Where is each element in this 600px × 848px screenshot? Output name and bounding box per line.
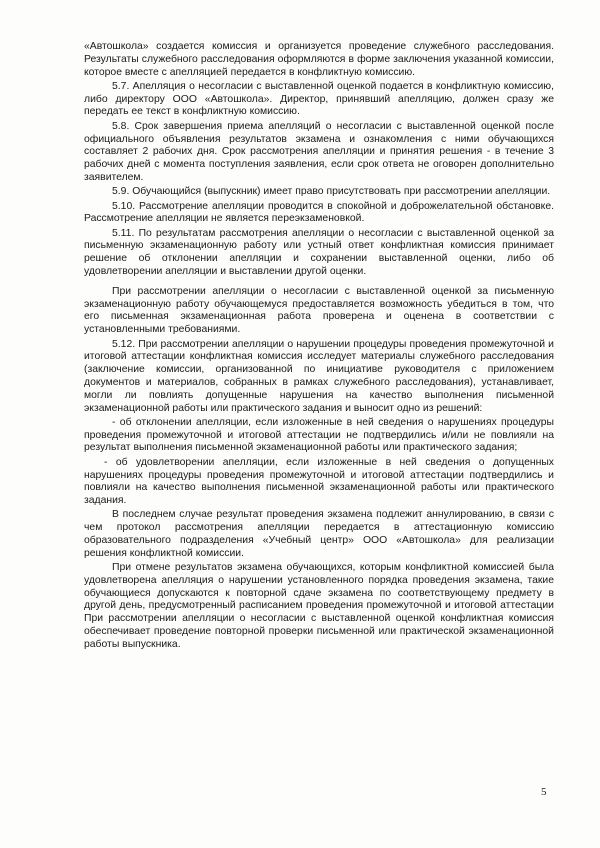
paragraph-5-10: 5.10. Рассмотрение апелляции проводится в спокойной и доброжелательной обстановке. Рассмотрение апелляции не является переэкзаменовкой. [84,200,554,225]
paragraph-decision-rejection: - об отклонении апелляции, если изложенные в ней сведения о нарушениях процедуры проведения промежуточной и итоговой аттестации не подтвердились и/или не повлияли на результат выполнения письменной экзаменационной работы или практического задания; [84,416,554,454]
document-body [84,41,554,653]
paragraph-5-11: 5.11. По результатам рассмотрения апелляции о несогласии с выставленной оценкой за письменную экзаменационную работу или устный ответ конфликтная комиссия принимает решение об отклонении апелляции и сохранении выставленной оценки, либо об удовлетворении апелляции и выставлении другой оценки. [84,227,554,278]
page-number: 5 [541,786,547,798]
paragraph-5-7: 5.7. Апелляция о несогласии с выставленной оценкой подается в конфликтную комиссию, либо директору ООО «Автошкола». Директор, принявший апелляцию, должен сразу же передать ее текст в конфликтную комиссию. [84,80,554,118]
paragraph-decision-satisfaction: - об удовлетворении апелляции, если изложенные в ней сведения о допущенных нарушениях процедуры проведения промежуточной и итоговой аттестации подтвердились и повлияли на качество выполнения письменной экзаменационной работы или практического задания. [84,456,554,507]
paragraph-5-12: 5.12. При рассмотрении апелляции о нарушении процедуры проведения промежуточной и итоговой аттестации конфликтная комиссия исследует материалы служебного расследования (заключение комиссии, организованной по инициативе руководителя с приложением документов и материалов, собранных в рамках служебного расследования), устанавливает, могли ли повлиять допущенные нарушения на качество выполнения письменной экзаменационной работы или практического задания и выносит одно из решений: [84,338,554,414]
paragraph-retake: При отмене результатов экзамена обучающихся, которым конфликтной комиссией была удовлетворена апелляция о нарушении установленного порядка проведения экзамена, такие обучающиеся допускаются к повторной сдаче экзамена по соответствующему предмету в другой день, предусмотренный расписанием проведения промежуточной и итоговой аттестации При рассмотрении апелляции о несогласии с выставленной оценкой конфликтная комиссия обеспечивает проведение повторной проверки письменной или практической экзаменационной работы выпускника. [84,562,554,650]
paragraph-5-9: 5.9. Обучающийся (выпускник) имеет право присутствовать при рассмотрении апелляции. [112,186,551,198]
paragraph-5-8: 5.8. Срок завершения приема апелляций о несогласии с выставленной оценкой после официального объявления результатов экзамена и ознакомления с ними обучающихся составляет 2 рабочих дня. Срок рассмотрения апелляции и принятия решения - в течение 3 рабочих дней с момента поступления заявления, если срок ответа не оговорен дополнительно заявителем. [84,120,554,183]
paragraph-annulment: В последнем случае результат проведения экзамена подлежит аннулированию, в связи с чем протокол рассмотрения апелляции передается в аттестационную комиссию образовательного подразделения «Учебный центр» ООО «Автошкола» для реализации решения конфликтной комиссии. [84,509,554,559]
paragraph-commission-intro: «Автошкола» создается комиссия и организуется проведение служебного расследования. Результаты служебного расследования оформляются в форме заключения указанной комиссии, которое вместе с апелляцией передается в конфликтную комиссию. [84,41,554,78]
paragraph-written-work-review: При рассмотрении апелляции о несогласии с выставленной оценкой за письменную экзаменационную работу обучающемуся предоставляется возможность убедиться в том, что его письменная экзаменационная работа проверена и оценена в соответствии с установленными требованиями. [84,285,554,336]
